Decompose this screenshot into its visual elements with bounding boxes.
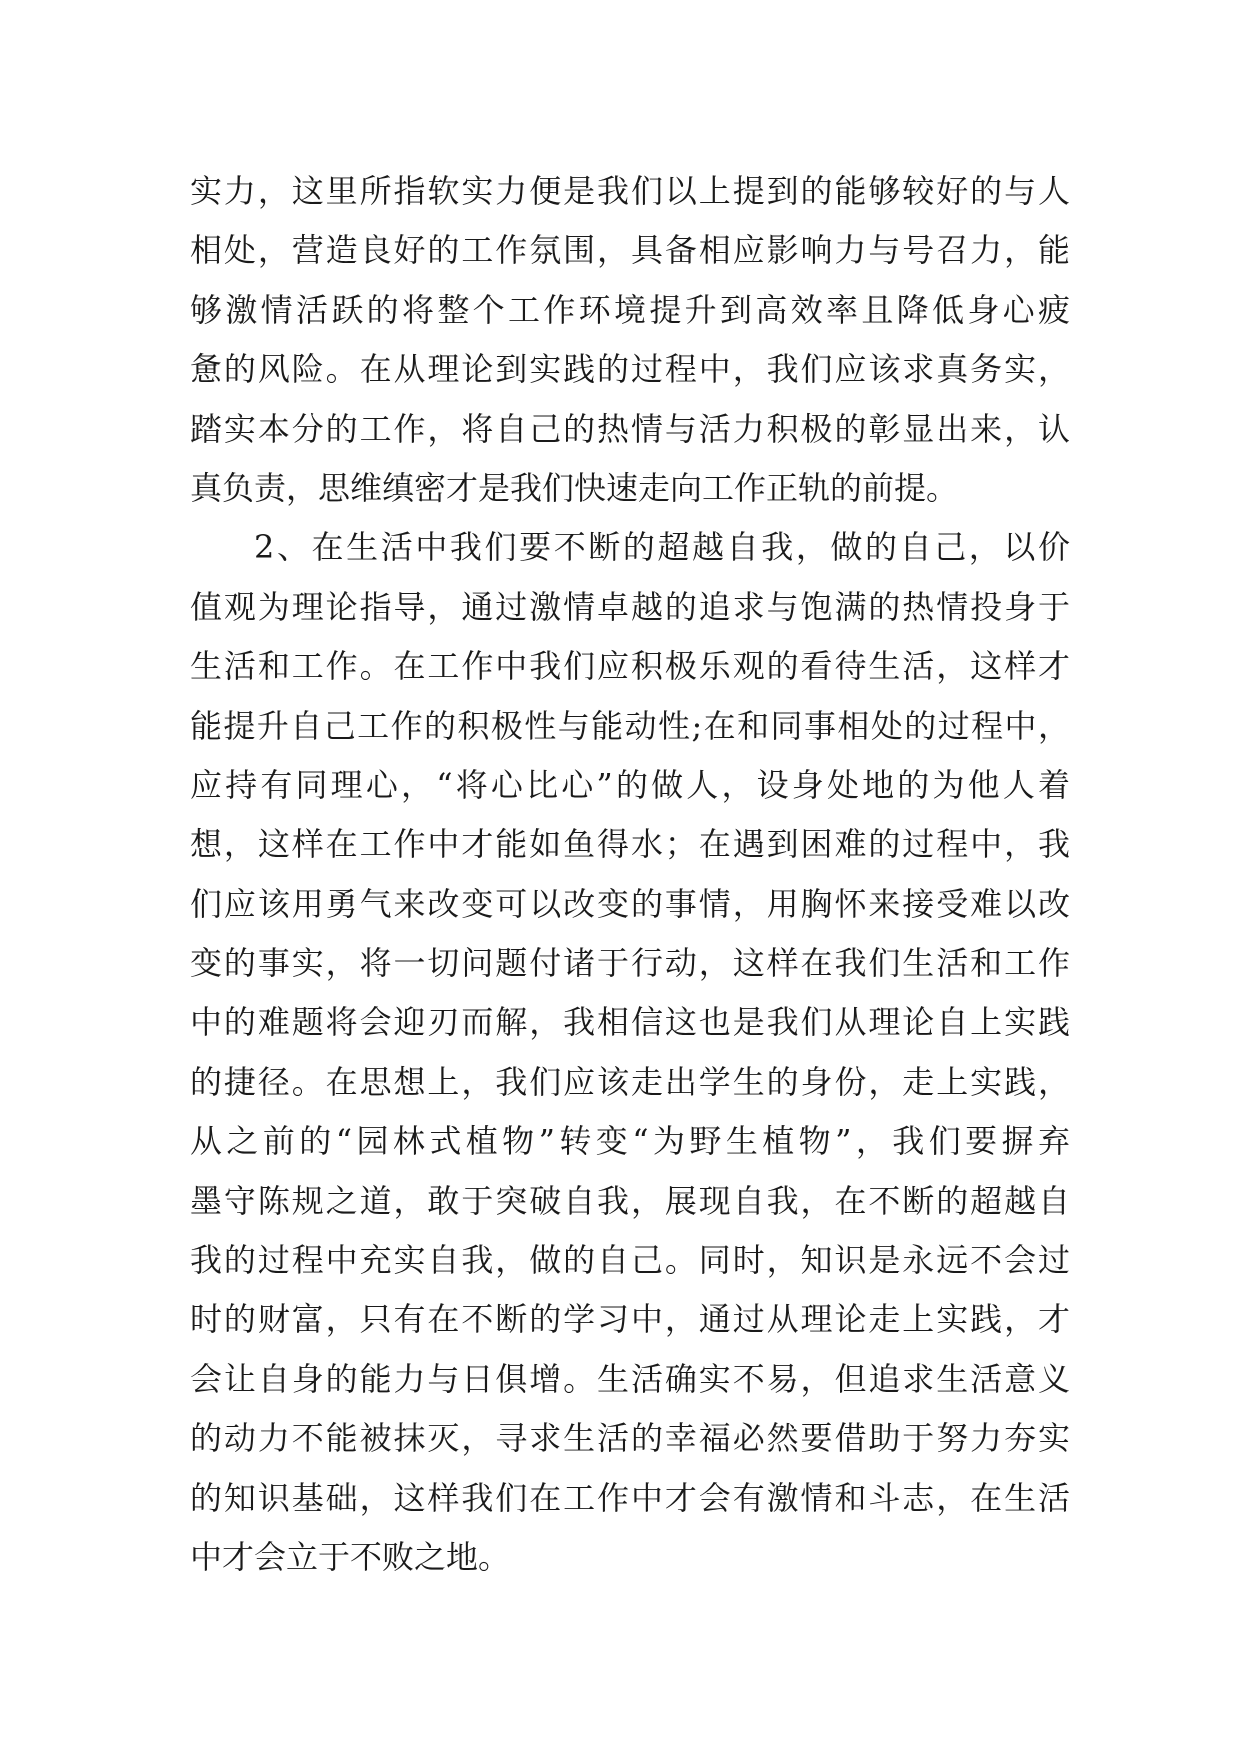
text-line: 的捷径。在思想上，我们应该走出学生的身份，走上实践，: [190, 1062, 1070, 1101]
text-line: 值观为理论指导，通过激情卓越的追求与饱满的热情投身于: [190, 587, 1070, 626]
text-line: 真负责，思维缜密才是我们快速走向工作正轨的前提。: [190, 468, 959, 507]
text-line: 惫的风险。在从理论到实践的过程中，我们应该求真务实，: [190, 350, 1070, 389]
text-line: 的动力不能被抹灭，寻求生活的幸福必然要借助于努力夯实: [190, 1419, 1070, 1458]
text-line: 实力，这里所指软实力便是我们以上提到的能够较好的与人: [190, 172, 1070, 210]
text-line: 变的事实，将一切问题付诸于行动，这样在我们生活和工作: [190, 944, 1070, 983]
text-line: 想，这样在工作中才能如鱼得水；在遇到困难的过程中，我: [190, 825, 1070, 864]
text-line: 会让自身的能力与日俱增。生活确实不易，但追求生活意义: [190, 1359, 1070, 1398]
text-line: 中的难题将会迎刃而解，我相信这也是我们从理论自上实践: [190, 1003, 1070, 1042]
text-line: 相处，营造良好的工作氛围，具备相应影响力与号召力，能: [190, 231, 1070, 270]
text-line: 中才会立于不败之地。: [190, 1537, 511, 1576]
body-text: [190, 162, 1070, 1587]
text-line: 生活和工作。在工作中我们应积极乐观的看待生活，这样才: [190, 647, 1070, 686]
text-line: 应持有同理心，“将心比心”的做人，设身处地的为他人着: [190, 765, 1070, 804]
paragraph-start-line: 2、在生活中我们要不断的超越自我，做的自己，以价: [254, 528, 1070, 567]
text-line: 从之前的“园林式植物”转变“为野生植物”，我们要摒弃: [190, 1122, 1070, 1161]
text-line: 能提升自己工作的积极性与能动性;在和同事相处的过程中，: [190, 706, 1070, 745]
text-line: 们应该用勇气来改变可以改变的事情，用胸怀来接受难以改: [190, 884, 1070, 923]
text-line: 我的过程中充实自我，做的自己。同时，知识是永远不会过: [190, 1241, 1070, 1280]
text-line: 踏实本分的工作，将自己的热情与活力积极的彰显出来，认: [190, 409, 1070, 448]
text-line: 墨守陈规之道，敢于突破自我，展现自我，在不断的超越自: [190, 1181, 1070, 1220]
text-line: 够激情活跃的将整个工作环境提升到高效率且降低身心疲: [190, 290, 1070, 329]
text-line: 的知识基础，这样我们在工作中才会有激情和斗志，在生活: [190, 1478, 1070, 1517]
text-line: 时的财富，只有在不断的学习中，通过从理论走上实践，才: [190, 1300, 1070, 1339]
